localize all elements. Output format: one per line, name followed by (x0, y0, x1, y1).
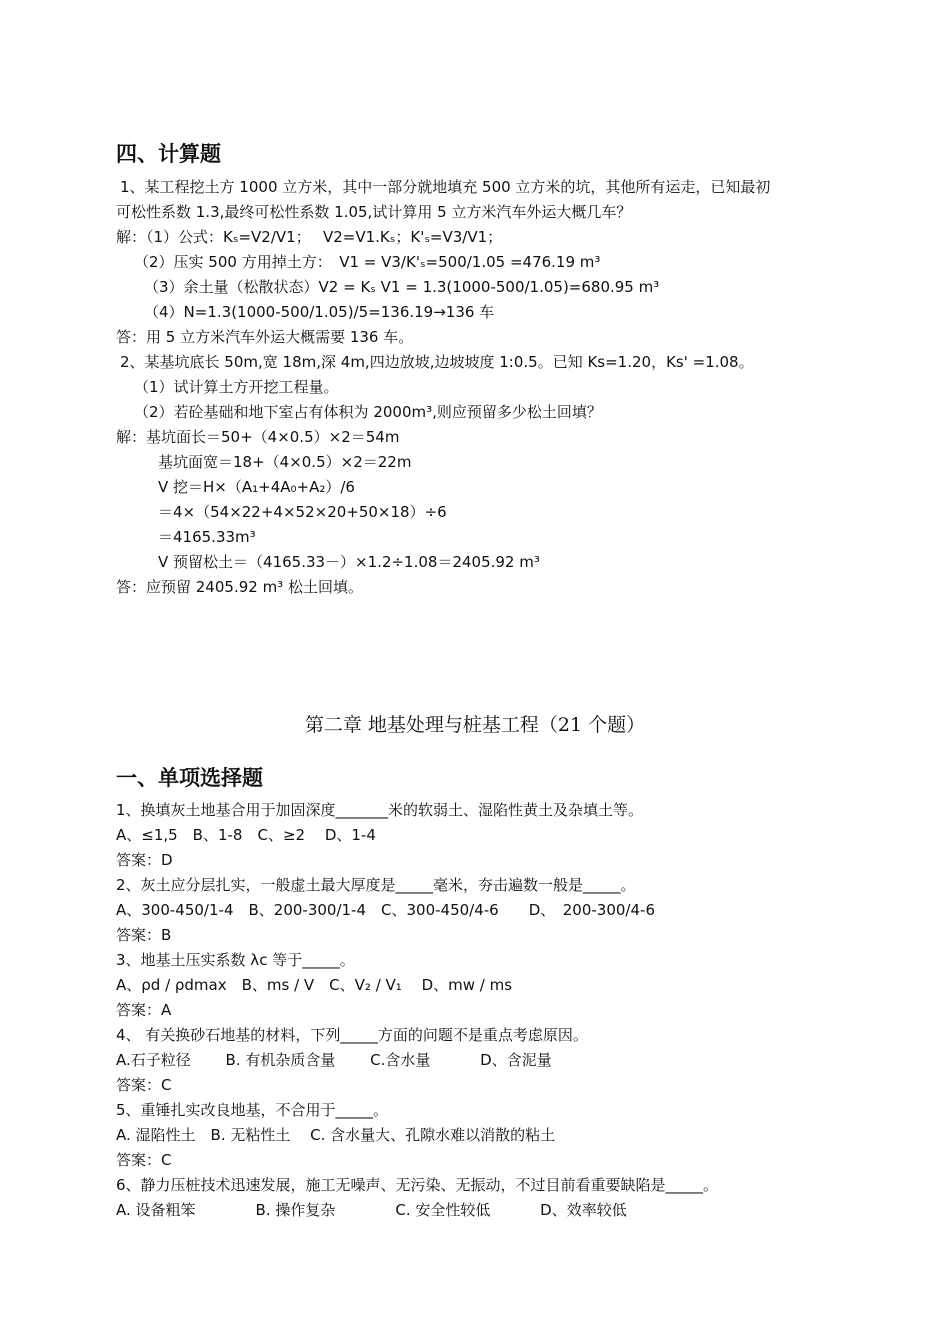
section-heading-single-choice: 一、单项选择题 (116, 766, 263, 790)
question-line: 5、重锤扎实改良地基，不合用于_____。 (116, 1101, 389, 1119)
answer-line: 答案：C (116, 1076, 172, 1094)
answer-line: 答案：B (116, 926, 172, 944)
text-line: 可松性系数 1.3,最终可松性系数 1.05,试计算用 5 立方米汽车外运大概几车？ (116, 203, 632, 221)
options-line: A、300-450/1-4 B、200-300/1-4 C、300-450/4-6 D、 200-300/4-6 (116, 901, 655, 919)
options-line: A、≤1,5 B、1-8 C、≥2 D、1-4 (116, 826, 376, 844)
text-line: 解：基坑面长＝50+（4×0.5）×2＝54m (116, 428, 400, 446)
text-line: （3）余土量（松散状态）V2 = Kₛ V1 = 1.3(1000-500/1.05)=680.95 m³ (144, 278, 660, 296)
text-line: （4）N=1.3(1000-500/1.05)/5=136.19→136 车 (144, 303, 495, 321)
answer-line: 答案：A (116, 1001, 172, 1019)
options-line: A. 设备粗笨 B. 操作复杂 C. 安全性较低 D、效率较低 (116, 1201, 627, 1219)
options-line: A、ρd / ρdmax B、ms / V C、V₂ / V₁ D、mw / ms (116, 976, 513, 994)
text-line: 基坑面宽＝18+（4×0.5）×2＝22m (158, 453, 412, 471)
answer-line: 答案：C (116, 1151, 172, 1169)
text-line: 1、某工程挖土方 1000 立方米，其中一部分就地填充 500 立方米的坑，其他所有运走，已知最初 (120, 178, 771, 196)
text-line: V 挖＝H×（A₁+4A₀+A₂）/6 (158, 478, 355, 496)
text-line: ＝4×（54×22+4×52×20+50×18）÷6 (158, 503, 447, 521)
chapter-title: 第二章 地基处理与桩基工程（21 个题） (304, 714, 646, 736)
text-line: （1）试计算土方开挖工程量。 (134, 378, 339, 396)
text-line: （2）若砼基础和地下室占有体积为 2000m³,则应预留多少松土回填？ (134, 403, 602, 421)
text-line: V 预留松土＝（4165.33－）×1.2÷1.08＝2405.92 m³ (158, 553, 540, 571)
text-line: ＝4165.33m³ (158, 528, 256, 546)
text-line: 解：（1）公式：Kₛ=V2/V1； V2=V1.Kₛ；K'ₛ=V3/V1； (116, 228, 503, 246)
section-heading-calculation: 四、计算题 (116, 142, 221, 166)
options-line: A.石子粒径 B. 有机杂质含量 C.含水量 D、含泥量 (116, 1051, 552, 1069)
question-line: 4、 有关换砂石地基的材料，下列_____方面的问题不是重点考虑原因。 (116, 1026, 588, 1044)
answer-line: 答案：D (116, 851, 173, 869)
question-line: 3、地基土压实系数 λc 等于_____。 (116, 951, 355, 969)
answer-line: 答：用 5 立方米汽车外运大概需要 136 车。 (116, 328, 414, 346)
text-line: 2、某基坑底长 50m,宽 18m,深 4m,四边放坡,边坡坡度 1:0.5。已知 Ks=1.20，Ks' =1.08。 (120, 353, 754, 371)
question-line: 6、静力压桩技术迅速发展，施工无噪声、无污染、无振动，不过目前看重要缺陷是_____。 (116, 1176, 719, 1194)
answer-line: 答：应预留 2405.92 m³ 松土回填。 (116, 578, 363, 596)
question-line: 1、换填灰土地基合用于加固深度_______米的软弱土、湿陷性黄土及杂填土等。 (116, 801, 644, 819)
text-line: （2）压实 500 方用掉土方： V1 = V3/K'ₛ=500/1.05 =476.19 m³ (134, 253, 601, 271)
question-line: 2、灰土应分层扎实，一般虚土最大厚度是_____毫米，夯击遍数一般是_____。 (116, 876, 636, 894)
options-line: A. 湿陷性土 B. 无粘性土 C. 含水量大、孔隙水难以消散的粘土 (116, 1126, 556, 1144)
